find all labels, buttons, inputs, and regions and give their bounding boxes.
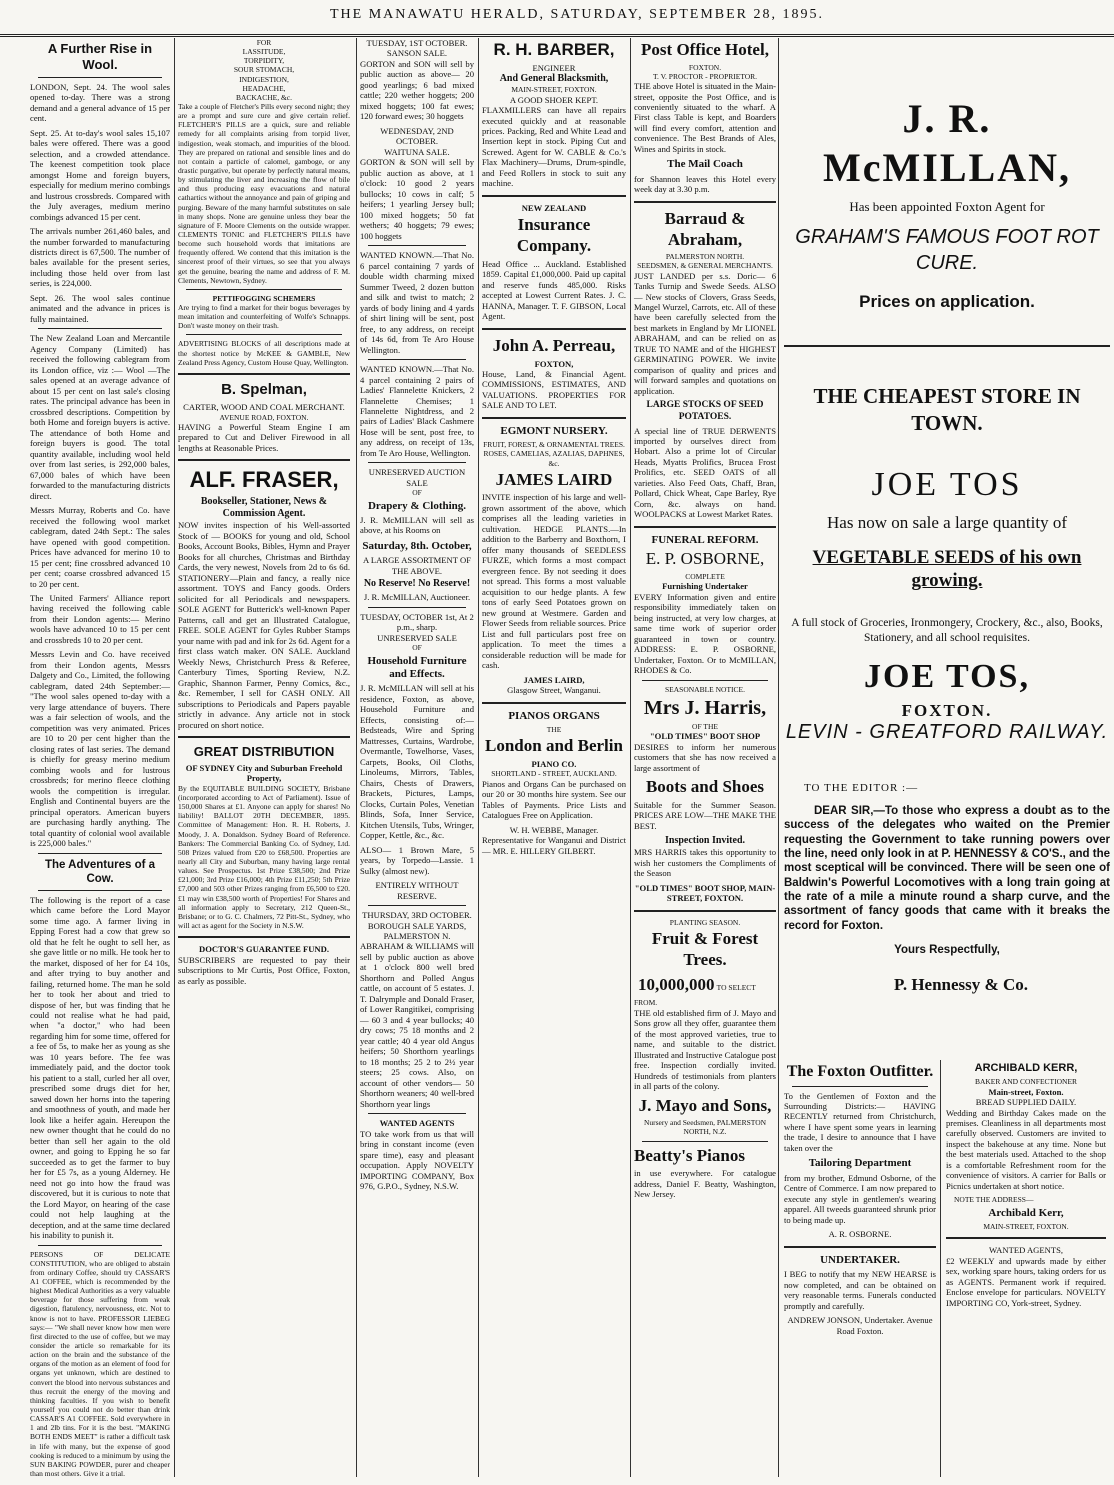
advert-heading: WANTED AGENTS — [379, 1118, 455, 1129]
advert-heading: E. P. OSBORNE, — [645, 549, 765, 569]
advert-heading: Mrs J. Harris, — [643, 696, 767, 719]
advert-heading: GRAHAM'S FAMOUS FOOT ROT CURE. — [795, 226, 1099, 275]
advert-text: WANTED KNOWN.—That No. 6 parcel containing 7 yards of double width charming mixed Summer Tweed, 2 dozen button and silk and twist to match; 2 yards of body lining and 4 yards of shirt lining will be sent, post free, to any address, on receipt of 14s 6d, from Te Aro House Wellington. — [360, 250, 474, 355]
advert-address: Main-street, Foxton. — [988, 1086, 1064, 1097]
letter-salutation: TO THE EDITOR :— — [804, 782, 919, 795]
list-item: SOUR STOMACH, — [233, 65, 295, 75]
divider — [368, 905, 466, 906]
auction-title: UNRESERVED AUCTION SALE — [368, 467, 466, 488]
advert-address: Glasgow Street, Wanganui. — [507, 685, 601, 696]
advert-subheading: And General Blacksmith, — [499, 73, 609, 85]
advert-text: NOW invites inspection of his Well-assorted Stock of — BOOKS for young and old, School Books, Account Books, Bibles, Hymn and Prayer Books for all churches, Christmas and Birthday Cards, the very newest, Novels from 2d to 6s 6d. STATIONERY—Plain and fancy, a really nice assortment. TOYS and Fancy goods. Orders solicited for all Periodicals and newspapers. SOLE AGENT for Butterick's well-known Paper Patterns, call and get an Illustrated Catalogue, FREE. SOLE AGENT for Gyles Rubber Stamps your name with pad and ink for 2s 6d. Agent for a first class watch maker. ON SALE. Auckland Weekly News, Christchurch Press & Referee, Canterbury Times, Sporting Review, N.Z. Graphic, Shannon Farmer, Penny Comics, &c., &c. Remember, I sell for CASH ONLY. All subscriptions to Periodicals and Papers payable strictly in advance. Any article not in stock procured on short notice. — [178, 520, 350, 730]
advert-heading: London and Berlin — [485, 736, 623, 756]
divider — [482, 195, 626, 197]
advert-subheading: SEEDSMEN, & GENERAL MERCHANTS. — [637, 261, 773, 271]
advert-heading: J. Mayo and Sons, — [638, 1095, 772, 1115]
advert-text: Wedding and Birthday Cakes made on the premises. Cleanliness in all departments most carefully observed. Customers are invited to inspect the bakehouse at any time. None but the best materials used. Attached to the shop is a comfortable Refreshment room for the convenience of visitors. A carrier for Balls or Picnics undertaken at short notice. — [946, 1107, 1106, 1191]
divider — [792, 1086, 928, 1087]
advert-text: WANTED KNOWN.—That No. 4 parcel containing 2 pairs of Ladies' Flannelette Knickers, 2 Flannelette Chemises; 1 Flannelette Nightdress, and 2 pairs of Ladies' Black Cashmere Hose will be sent, post free, to any address, on receipt of 13s, from Te Aro House, Wellington. — [360, 364, 474, 458]
advert-text: INVITE inspection of his large and well-grown assortment of the above, which comprises all the leading varieties in cultivation. HEDGE PLANTS.—In addition to the Barberry and Boxthorn, I offer many thousands of SEEDLESS FURZE, which forms a most compact evergreen fence. By not seeding it does not spread. This forms a most valuable acquisition to our hedge plants. A few tons of early Seed Potatoes grown on new ground at Westmere. Garden and Flower Seeds from reliable sources. Price List and full particulars post free on application. To meet the times a considerable reduction will be made for cash. — [482, 492, 626, 671]
pills-list — [178, 38, 350, 102]
advert-text: Pianos and Organs Can be purchased on our 20 or 30 months hire system. See our Tables of Payments. Price Lists and Catalogues Free on Application. — [482, 778, 626, 821]
article-paragraph: The New Zealand Loan and Mercantile Agency Company (Limited) has received the following cablegram from its London office, viz :— Wool —The sales opened at an average advance of about 15 per cent on last sale's closing rates. The principal advance has been in crossbred descriptions. Competition by both Home and foreign buyers is active. The attendance of both Home and foreign buyers is good. The total quantity available, including wool held over from last series, is 292,000 bales, 67,000 bales of which have been forwarded to the manufacturing districts direct. — [30, 333, 170, 501]
list-item: HEADACHE, — [242, 83, 286, 93]
advert-text: A special line of TRUE DERWENTS imported by ourselves direct from Hobart. Also a prime lot of Circular Heads, Myatts Prolifics, Brucea Frost Prolifics, etc. SEED OATS of all varieties. Also Feed Oats, Chaff, Bran, Pollard, Chick Wheat, Cape Barley, Rye Corn, &c. always on hand. WOOLPACKS at Lowest Market Rates. — [634, 425, 776, 520]
advert-subheading: PIANO CO. — [531, 758, 577, 769]
auction-heading: Household Furniture and Effects. — [367, 654, 467, 680]
advert-heading: DOCTOR'S GUARANTEE FUND. — [199, 944, 329, 955]
advert-heading: Post Office Hotel, — [641, 40, 769, 59]
advert-heading: John A. Perreau, — [492, 335, 616, 355]
advert-signature: A. R. OSBORNE. — [828, 1229, 892, 1240]
column-rule — [478, 38, 479, 1477]
auction-text: A LARGE ASSORTMENT OF THE ABOVE. — [363, 555, 471, 576]
auction-of: OF — [412, 643, 422, 653]
advert-text: FLAXMILLERS can have all repairs executed quickly and at reasonable prices. Packing, Red and White Lead and Insertion kept in stock. Piping Cut and Screwed. Agent for W. CABLE & Co.'s Flax Machinery—Drums, Drum-spindle, and Feed Rollers in stock to suit any machine. — [482, 105, 626, 189]
advert-note: NOTE THE ADDRESS— — [954, 1195, 1034, 1205]
auction-heading: No Reserve! No Reserve! — [363, 578, 471, 590]
advert-text: EVERY Information given and entire responsibility immediately taken on being instructed, at very low charges, at same time work of superior order guaranteed in town or country. ADDRESS: E. P. OSBORNE, Undertaker, Foxton. Or to McMILLAN, RHODES & Co. — [634, 591, 776, 676]
auction-date: TUESDAY, OCTOBER 1st, At 2 p.m., sharp. — [360, 611, 474, 633]
advert-heading: The Mail Coach — [667, 158, 743, 171]
advert-heading: Insurance Company. — [516, 215, 592, 256]
column-right-mid — [784, 720, 1110, 1050]
auction-text: J. R. McMILLAN will sell at his residence, Foxton, as above, Household Furniture and Effects, consisting of:— Bedsteads, Wire and Spring Mattresses, Curtains, Wardrobe, Overmantle, Towelhorse, Vases, Carpets, Books, Oil Cloths, Linoleums, Mirrors, Tables, Chairs, Chests of Drawers, Brackets, Pictures, Lamps, Clocks, Curtain Poles, Venetian Blinds, Sofa, Inner Service, Kitchen Utensils, Tubs, Wringer, Copper, Kettle, &c., &c. — [360, 683, 474, 841]
advert-subheading: FOXTON. — [688, 62, 722, 72]
advert-text: JUST LANDED per s.s. Doric— 6 Tanks Turnip and Swede Seeds. ALSO— New stocks of Clovers, Grass Seeds, Mangel Wurzel, Carrots, etc. All of these have been carefully selected from the best markets in England by Mr LIONEL ABRAHAM, and can be relied on as TRUE TO NAME and of the HIGHEST GERMINATING POWER. We invite comparison of quality and prices and will forward samples and quotations on application. — [634, 270, 776, 396]
advert-subheading: TO SELECT FROM. — [634, 982, 756, 1008]
advert-signature: Archibald Kerr, — [988, 1206, 1064, 1219]
list-item: TORPIDITY, — [243, 56, 285, 66]
advert-subheading: BAKER AND CONFECTIONER — [974, 1077, 1078, 1087]
advert-subheading: NEW ZEALAND — [521, 202, 587, 213]
auction-text: ABRAHAM & WILLIAMS will sell by public auction as above at 1 o'clock 800 well bred Shorthorn and Polled Angus cattle, on account of 5 estates. J. T. Dalrymple and Donald Fraser, of Lower Rangitikei, comprising— 60 3 and 4 year bullocks; 40 dry cows; 75 18 months and 2 year cattle; 40 4 year old Angus heifers; 50 Shorthorn yearlings to 18 months; 25 2 to 2½ year steers; 25 cows. Also, on account of other vendors— 50 Shorthorn weaners; 40 well-bred Shorthorn year lings — [360, 941, 474, 1109]
list-item: FOR — [256, 38, 272, 47]
list-item: INDIGESTION, — [239, 74, 289, 84]
advert-heading: UNDERTAKER. — [820, 1253, 900, 1266]
article-paragraph: LONDON, Sept. 24. The wool sales opened to-day. There was a strong demand and a general advance of 15 per cent. — [30, 81, 170, 124]
masthead — [0, 0, 1114, 37]
advert-subheading: FOXTON, — [534, 358, 574, 369]
column-rule — [630, 38, 631, 1477]
column-right-bottom-left — [784, 1060, 936, 1480]
advert-text: DESIRES to inform her numerous customers that she has now received a large assortment of — [634, 741, 776, 773]
article-paragraph: Messrs Levin and Co. have received from their London agents, Messrs Dalgety and Co., Limited, the following cablegram, dated 24th September:— "The wool sales opened to-day with a very large attendance of buyers. There was a fair selection of wools, and the competition was very animated. Prices are 10 to 20 per cent higher than the closing rates of last series. The demand is chiefly for greasy merino medium combing wools and for lustrous crossbreds; for merino fleece clothing wools the competition is irregular. English and Continental buyers are the principal operators. American buyers are purchasing hardly anything. The total quantity of colonial wool available is 225,000 bales." — [30, 649, 170, 849]
advert-subheading: Has now on sale a large quantity of — [827, 513, 1067, 533]
article-paragraph: The United Farmers' Alliance report having received the following cable from their London agents:— Merino wools have advanced 10 to 15 per cent and crossbreds 10 to 20 per cent. — [30, 593, 170, 645]
auction-text: J. R. McMILLAN will sell as above, at his Rooms on — [360, 514, 474, 536]
advert-address: PALMERSTON NORTH. — [665, 252, 745, 262]
divider — [482, 417, 626, 419]
advert-text: HAVING a Powerful Steam Engine I am prepared to Cut and Deliver Firewood in all lengths at Reasonable Prices. — [178, 421, 350, 453]
column-news — [30, 38, 170, 1478]
advert-text: MRS HARRIS takes this opportunity to wish her customers the Compliments of the Season — [634, 847, 776, 879]
advert-heading: Tailoring Department — [808, 1157, 912, 1170]
advert-heading: THE CHEAPEST STORE IN TOWN. — [813, 384, 1081, 436]
divider — [634, 201, 776, 203]
auction-date: TUESDAY, 1ST OCTOBER. — [366, 38, 468, 48]
advert-heading: LEVIN - GREATFORD RAILWAY. — [785, 721, 1109, 743]
advert-text: A GOOD SHOER KEPT. — [509, 94, 599, 105]
advert-heading: Barraud & Abraham, — [664, 208, 746, 249]
advert-subheading: Bookseller, Stationer, News & Commission Agent. — [200, 495, 328, 520]
advert-subheading: BREAD SUPPLIED DAILY. — [975, 1097, 1077, 1108]
divider — [38, 1245, 162, 1246]
advert-address: MAIN-STREET, FOXTON. — [511, 85, 597, 95]
advert-subheading: ENGINEER — [532, 62, 576, 73]
advert-subheading: Inspection Invited. — [664, 835, 745, 847]
letter-body: DEAR SIR,—To those who express a doubt as to the success of the delegates who waited on the Premier requesting the Government to take running powers over the line, need only look in at P. HENNESSY & CO'S., and the most sceptical will be convinced. There will be seen one of Baldwin's Powerful Locomotives with a long train going at the rate of a mile a minute round a sharp curve, and the assortment of fancy goods that came with it breaks the record for Foxton. — [784, 804, 1110, 932]
advert-subheading: Has been appointed Foxton Agent for — [849, 198, 1045, 214]
advert-subheading: ROSES, CAMELIAS, AZALIAS, DAPHNES, &c. — [483, 449, 625, 468]
auction-heading: Saturday, 8th. October, — [362, 539, 472, 552]
divider — [38, 853, 162, 854]
list-item: LASSITUDE, — [242, 47, 286, 57]
advert-heading: R. H. BARBER, — [493, 40, 615, 59]
advert-text: I BEG to notify that my NEW HEARSE is now completed, and can be obtained on very reasonable terms. Funerals conducted promptly and carefully. — [784, 1269, 936, 1311]
advert-subheading: SEASONABLE NOTICE. — [665, 684, 745, 694]
column-right-top — [784, 38, 1110, 721]
column-rule — [356, 38, 357, 1477]
divider — [178, 373, 350, 375]
divider — [642, 680, 768, 681]
advert-heading: The Foxton Outfitter. — [786, 1063, 934, 1080]
article-paragraph: Sept. 25. At to-day's wool sales 15,107 bales were offered. There was a good selection, and a crowded attendance. The keenest competition took place amongst Home and foreign buyers, especially for medium merino combings and lustrous crossbreds. Compared with the July averages, medium merino combings advanced 15 per cent. — [30, 127, 170, 222]
advert-text: for Shannon leaves this Hotel every week day at 3.30 p.m. — [634, 173, 776, 195]
advert-text: £2 WEEKLY and upwards made by either sex, working spare hours, taking orders for us as AGENTS. Permanent work if required. Enclose envelope for particulars. NOVELTY IMPORTING CO, York-street, Sydney. — [946, 1255, 1106, 1308]
divider — [38, 328, 162, 329]
divider — [634, 910, 776, 912]
advert-text: TO take work from us that will bring in constant income (even spare time), easy and pleasant occupation. Apply NOVELTY IMPORTING COMPANY, Box 976, G.P.O., Sydney, N.S.W. — [360, 1128, 474, 1192]
divider — [482, 328, 626, 330]
advert-heading: GREAT DISTRIBUTION — [193, 744, 335, 760]
article-heading: The Adventures of a Cow. — [44, 858, 156, 885]
advert-heading: FUNERAL REFORM. — [651, 533, 759, 546]
advert-heading: B. Spelman, — [221, 380, 307, 398]
auction-date: THURSDAY, 3RD OCTOBER. — [362, 910, 472, 921]
advert-heading: Fruit & Forest Trees. — [651, 929, 759, 969]
advert-heading: PIANOS ORGANS — [508, 709, 600, 722]
advert-address: "OLD TIMES" BOOT SHOP, MAIN-STREET, FOXTON. — [634, 882, 776, 904]
advert-text: PERSONS OF DELICATE CONSTITUTION, who are obliged to abstain from ordinary Coffee, should try CASSAR'S A1 COFFEE, which is recommended by the highest Medical Authorities as a very valuable beverage for those suffering from weak digestion, flatulency, nervousness, etc. Not to know is not to have. PROFESSOR LIEBEG says:— "We shall never know how men were first directed to the use of coffee, but we may consider the article so remarkable for its action on the brain and the substance of the organs of the motion as an element of food for organs yet unknown, which are destined to convert the blood into nervous substances and thus recruit the energy of the moving and thinking faculties. If you wish to benefit yourself you could not do better than drink CASSAR'S A1 COFFEE. Sold everywhere in 1 and 2lb tins. For it is the best. "MAKING BOTH ENDS MEET" is rather a difficult task in life with many, but the expense of good cooking is reduced to a minimum by using the SUN BAKING POWDER, purer and cheaper than most others. Give it a trial. — [30, 1249, 170, 1479]
advert-heading: Beatty's Pianos — [634, 1145, 745, 1165]
auction-title: ENTIRELY WITHOUT RESERVE. — [375, 880, 459, 901]
advert-text: ADVERTISING BLOCKS of all descriptions made at the shortest notice by McKEE & GAMBLE, New Zealand Press Agency, Custom House Quay, Wellington. — [178, 339, 350, 367]
divider — [368, 1113, 466, 1114]
advert-heading: JOE TOS, — [864, 657, 1030, 695]
letter-signature: P. Hennessy & Co. — [894, 975, 1028, 995]
list-item: BACKACHE, &c. — [235, 92, 293, 102]
divider — [368, 359, 466, 360]
column-adverts-5 — [634, 38, 776, 1478]
advert-text: A full stock of Groceries, Ironmongery, Crockery, &c., also, Books, Stationery, and all school requisites. — [791, 616, 1103, 644]
advert-heading: ALF. FRASER, — [189, 467, 339, 493]
masthead-title: THE MANAWATU HERALD, SATURDAY, SEPTEMBER 28, 1895. — [330, 7, 825, 22]
divider — [784, 345, 1110, 347]
advert-heading: Boots and Shoes — [645, 777, 765, 797]
advert-text: To the Gentlemen of Foxton and the Surrounding Districts:— HAVING RECENTLY returned from Christchurch, where I have spent some years in learning the trade, I desire to announce that I have taken over the — [784, 1090, 936, 1153]
advert-subheading: OF THE — [692, 722, 718, 732]
column-adverts-2 — [178, 38, 350, 1478]
advert-heading: EGMONT NURSERY. — [500, 424, 608, 437]
auction-text: ALSO— 1 Brown Mare, 5 years, by Torpedo—Lassie. 1 Sulky (almost new). — [360, 844, 474, 876]
advert-text: By the EQUITABLE BUILDING SOCIETY, Brisbane (incorporated according to Act of Parliament). Issue of 150,000 Shares at £1. Anyone can apply for shares! No liability! BALLOT 20TH DECEMBER, 1895. Committee of Management: Hon. R. H. Roberts, J. Moody, J. A. Donaldson. Sydney Board of Reference. Bankers: The Commercial Banking Co. of Sydney, Ltd. 508 Prizes valued from £20 to £68,500. Properties are nearly all City and Suburban, many having large rental values. See Prospectus. 1st Prize £38,500; 2nd Prize £21,000; 3rd Prize £16,000; 4th Prize £11,250; 5th Prize £7,000 and 503 other Prizes ranging from £6,500 to £20. £1 may win £38,500 worth of Properties! For Shares and all information apply to Secretary, 212 Queen-St., Brisbane; or to G. C. Chalmers, 72 Pitt-St., Sydney, who will act as agent for the Society in N.S.W. — [178, 783, 350, 930]
advert-text: in use everywhere. For catalogue address, Daniel F. Beatty, Washington, New Jersey. — [634, 1168, 776, 1200]
divider — [368, 607, 466, 608]
auction-title: BOROUGH SALE YARDS, PALMERSTON N. — [367, 920, 467, 941]
advert-text: THE above Hotel is situated in the Main-street, opposite the Post Office, and is conveniently situated to the wharf. A First class Table is kept, and Boarders will find every comfort, attention and convenience. The Best Brands of Ales, Wines and Spirits in stock. — [634, 81, 777, 154]
divider — [368, 462, 466, 463]
advert-subheading: "OLD TIMES" BOOT SHOP — [649, 731, 761, 742]
divider — [482, 702, 626, 704]
advert-subheading: CARTER, WOOD AND COAL MERCHANT. — [183, 402, 345, 413]
advert-heading: 10,000,000 — [638, 974, 715, 994]
advert-text: Head Office ... Auckland. Established 1859. Capital £1,000,000. Paid up capital and reserve funds 485,000. Risks accepted at Lowest Current Rates. J. C. HANNA, Manager. T. F. GIBSON, Local Agent. — [482, 258, 626, 322]
advert-signature: JAMES LAIRD, — [523, 674, 585, 685]
auctioneer-signature: J. R. McMILLAN, Auctioneer. — [363, 592, 471, 603]
advert-heading: JOE TOS — [871, 465, 1023, 503]
auction-title: WAITUNA SALE. — [384, 146, 450, 157]
divider — [634, 526, 776, 528]
advert-text: from my brother, Edmund Osborne, of the Centre of Commerce. I am now prepared to execute any style in gentlemen's wearing apparel. All tweeds guaranteed shrunk prior to being made up. — [784, 1172, 936, 1225]
column-rule — [940, 1060, 941, 1477]
advert-subheading: T. V. PROCTOR - PROPRIETOR. — [652, 71, 758, 81]
advert-subheading: FRUIT, FOREST, & ORNAMENTAL TREES. — [483, 440, 625, 450]
advert-heading: PETTIFOGGING SCHEMERS — [212, 293, 316, 303]
article-paragraph: The following is the report of a case which came before the Lord Mayor some time ago. A farmer living in Epping Forest had a cow that grew so old that he felt he ought to sell her, as she gave little or no milk. He took her to the market, disposed of her for £4 10s, and after trying to buy another and failing, returned home. The man he sold her to took her about and tried to dispose of her, but was finding that he could not realise what he had paid, when "a doctor," who had been regarding him for some time, offered for a fee of 5s, to make her as young as she was 10 years before. The fee was immediately paid, and the doctor took his patient to a stall, curled her all over, prescribed some drugs diet for her, sawed down her horns into the tapering and smoothness of youth, and made her look like a heifer again. Hereupon the new owner thought that he could do no better than sell her again to the old owner, and going to Epping he so far succeeded as to get the farmer to buy her for £5 7s, as a young Alderney. He need not go into how the fraud was discovered, but it is curious to note that the Lord Mayor, on hearing of the case could not help laughing at the deception, and at the same time declared his inability to punish it. — [30, 894, 170, 1241]
divider — [368, 245, 466, 246]
auction-text: GORTON and SON will sell by public auction as above— 20 good yearlings; 6 bad mixed cattle; 220 wether hoggets; 200 mixed hoggets; 100 fat ewes; 120 forward ewes; 30 hoggets — [360, 58, 474, 122]
column-adverts-4 — [482, 38, 626, 1478]
article-heading: A Further Rise in Wool. — [47, 41, 153, 72]
auction-title: SANSON SALE. — [386, 48, 448, 59]
advert-address: SHORTLAND - STREET, AUCKLAND. — [491, 769, 617, 779]
divider — [178, 459, 350, 461]
advert-heading: JAMES LAIRD — [495, 469, 613, 489]
advert-heading: VEGETABLE SEEDS of his own growing. — [812, 546, 1082, 591]
advert-address: MAIN-STREET, FOXTON. — [983, 1221, 1069, 1231]
column-auctions — [360, 38, 474, 1478]
advert-text: Are trying to find a market for their bogus beverages by mean imitation and counterfeiting of Wolfe's Schnapps. Don't waste money on their trash. — [178, 302, 350, 331]
divider — [642, 1141, 768, 1142]
divider — [38, 890, 162, 891]
advert-heading: J. R. McMILLAN, — [823, 96, 1071, 190]
divider — [186, 289, 342, 290]
divider — [186, 334, 342, 335]
column-right-bottom-right — [946, 1060, 1106, 1480]
auction-of: OF — [412, 488, 422, 498]
auction-text: GORTON & SON will sell by public auction as above, at 1 o'clock: 10 good 2 years bullocks; 10 cows in calf; 5 heifers; 1 yearling Jersey bull; 100 mixed hoggets; 50 fat wethers; 40 hoggets; 79 ewes; 100 hoggets — [360, 157, 474, 241]
divider — [784, 1246, 936, 1248]
advert-subheading: OF SYDNEY City and Suburban Freehold Property, — [185, 762, 343, 784]
auction-date: WEDNESDAY, 2ND OCTOBER. — [380, 125, 454, 147]
advert-text: Representative for Wanganui and District— MR. E. HILLERY GILBERT. — [482, 835, 626, 856]
advert-subheading: FOXTON. — [901, 701, 993, 721]
divider — [178, 736, 350, 738]
article-paragraph: Messrs Murray, Roberts and Co. have received the following wool market cablegram, dated 24th Sept.: The sales have opened with good competition. Prices have advanced for merino 10 to 15 per cent; fine crossbred advanced 10 per cent; coarse crossbred advanced 15 to 20 per cent. — [30, 505, 170, 589]
advert-heading: ARCHIBALD KERR, — [974, 1062, 1078, 1074]
advert-text: Take a couple of Fletcher's Pills every second night; they are a prompt and sure cure and give certain relief. FLETCHER'S PILLS are a quick, sure and reliable remedy for all complaints arising from torpid liver, indigestion, weak stomach, and impurities of the blood. They are prepared on rational and sensible lines and do not contain a particle of calomel, gamboge, or any drastic purgative, but operate by perfectly natural means, by stimulating the liver and increasing the flow of bile and thus producing easy evacuations and natural cathartics without the annoyance and pain of griping and purging. Beware of the many harmful substitutes on sale in many shops. None are genuine unless they bear the signature of F. Moore Clements on the outside wrapper. CLEMENTS TONIC and FLETCHER'S PILLS have become such household words that imitations are frequently offered. We contend that this imitation is the sincerest proof of their virtues, so see that you always get the genuine, bearing the name and address of F. M. Clements, Newtown, Sydney. — [178, 101, 350, 285]
divider — [946, 1237, 1106, 1239]
advert-signature: ANDREW JONSON, Undertaker. Avenue Road Foxton. — [787, 1315, 933, 1336]
advert-subheading: Prices on application. — [859, 292, 1035, 312]
divider — [38, 77, 162, 78]
advert-text: SUBSCRIBERS are requested to pay their subscriptions to Mr Curtis, Post Office, Foxton, as early as possible. — [178, 954, 350, 986]
advert-signature: W. H. WEBBE, Manager. — [509, 824, 599, 835]
advert-text: Suitable for the Summer Season. PRICES ARE LOW—THE MAKE THE BEST. — [634, 799, 776, 831]
advert-subheading: Furnishing Undertaker — [662, 581, 748, 592]
article-paragraph: Sept. 26. The wool sales continue animated and the advance in prices is fully maintained. — [30, 292, 170, 324]
column-rule — [778, 38, 779, 1477]
advert-address: AVENUE ROAD, FOXTON. — [219, 412, 309, 422]
advert-subheading: PLANTING SEASON. — [669, 917, 741, 927]
advert-text: House, Land, & Financial Agent. COMMISSIONS, ESTIMATES, AND VALUATIONS. PROPERTIES FOR SALE AND TO LET. — [482, 368, 626, 411]
advert-heading: WANTED AGENTS, — [989, 1245, 1063, 1256]
advert-text: THE old established firm of J. Mayo and Sons grow all they offer, guarantee them of the most approved varieties, true to name, and suitable to the district. Illustrated and Instructive Catalogue post free. Inspection cordially invited. Hundreds of testimonials from planters in all parts of the colony. — [634, 1007, 776, 1092]
advert-subheading: COMPLETE — [685, 572, 725, 581]
column-rule — [174, 38, 175, 1477]
divider — [178, 936, 350, 938]
advert-subheading: THE — [546, 725, 562, 735]
advert-address: Nursery and Seedsmen, PALMERSTON NORTH, N.Z. — [643, 1118, 767, 1137]
letter-closing: Yours Respectfully, — [894, 944, 1000, 957]
auction-heading: Drapery & Clothing. — [367, 499, 467, 512]
auction-title: UNRESERVED SALE — [377, 632, 457, 643]
advert-heading: LARGE STOCKS OF SEED POTATOES. — [646, 400, 764, 422]
article-paragraph: The arrivals number 261,460 bales, and the number forwarded to manufacturing districts direct is 67,500. The number of bales available for the present series, including those held over from last series, is 224,000. — [30, 226, 170, 289]
